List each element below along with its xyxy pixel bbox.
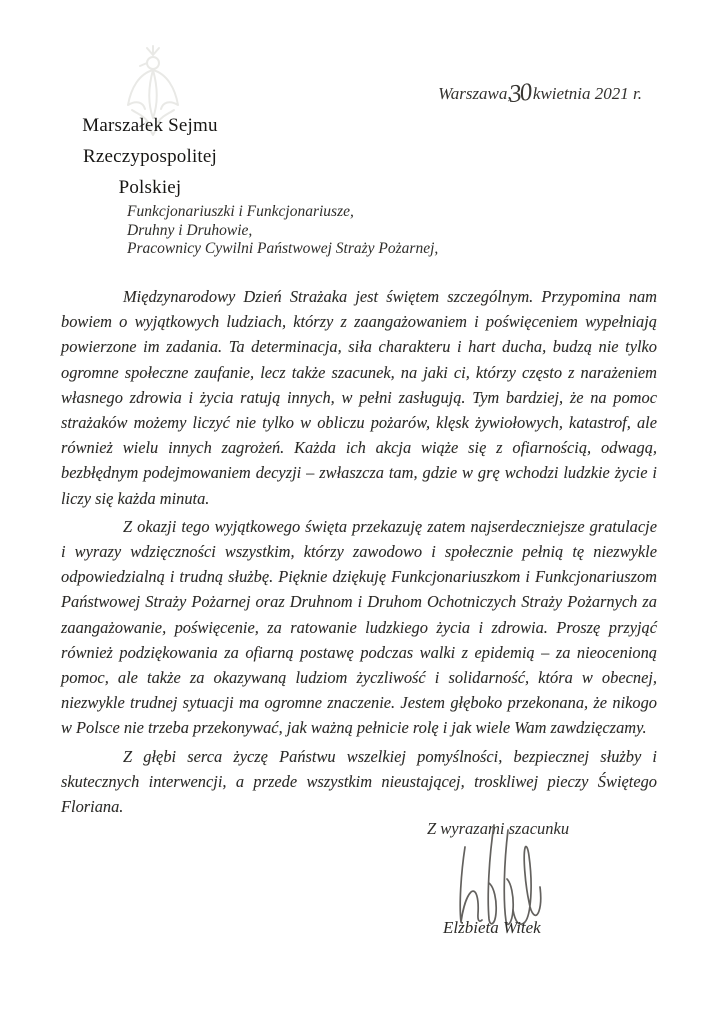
body-paragraph-1: Międzynarodowy Dzień Strażaka jest świętem szczególnym. Przypomina nam bowiem o wyjątkowych ludziach, którzy z zaangażowaniem i poświęceniem wypełniają powierzone im zadania. Ta determinacja, siła charakteru i hart ducha, budzą nie tylko ogromne społeczne zaufanie, lecz także szacunek, na jaki ci, którzy często z narażeniem własnego zdrowia i życia ratują innych, w pełni zasługują. Tym bardziej, że na pomoc strażaków możemy liczyć nie tylko w obliczu pożarów, klęsk żywiołowych, katastrof, ale również wielu innych zagrożeń. Każda ich akcja wiąże się z ofiarnością, odwagą, bezbłędnym podejmowaniem decyzji – zwłaszcza tam, gdzie w grę wchodzi ludzkie życie i liczy się każda minuta. (61, 287, 657, 508)
body-paragraph-2: Z okazji tego wyjątkowego święta przekazuję zatem najserdeczniejsze gratulacje i wyrazy wdzięczności wszystkim, którzy zawodowo i społecznie pełnią tę niezwykle odpowiedzialną i trudną służbę. Pięknie dziękuję Funkcjonariuszkom i Funkcjonariuszom Państwowej Straży Pożarnej oraz Druhnom i Druhom Ochotniczych Straży Pożarnych za zaangażowanie, poświęcenie, za ratowanie ludzkiego życia i zdrowia. Proszę przyjąć również podziękowania za ofiarną postawę podczas walki z epidemią – za nieocenioną pomoc, ale także za okazywaną ludziom życzliwość i solidarność, która w obecnej, niezwykle trudnej sytuacji ma ogromne znaczenie. Jestem głęboko przekonana, że nikogo w Polsce nie trzeba przekonywać, jak ważną pełnicie rolę i jak wiele Wam zawdzięczamy. (61, 516, 657, 738)
dateline-handwritten-day: 30 (507, 78, 532, 109)
dateline-rest: kwietnia 2021 r. (532, 84, 642, 103)
letterhead-title-line2: Rzeczypospolitej Polskiej (82, 146, 218, 198)
salutation-line-1: Funkcjonariuszki i Funkcjonariusze, (127, 203, 354, 220)
salutation-line-3: Pracownicy Cywilni Państwowej Straży Pożarnej, (127, 240, 439, 257)
valediction: Z wyrazami szacunku (427, 819, 570, 838)
dateline-city: Warszawa, (438, 84, 512, 103)
salutation-line-2: Druhny i Druhowie, (127, 221, 253, 239)
letterhead-title-line1: Marszałek Sejmu (82, 115, 218, 136)
letter-body (61, 284, 657, 822)
signature-handwriting-icon (448, 823, 548, 927)
dateline (438, 78, 642, 109)
body-paragraph-3: Z głębi serca życzę Państwu wszelkiej pomyślności, bezpiecznej służby i skutecznych interwencji, a przede wszystkim nieustającej, troskliwej pieczy Świętego Floriana. (61, 746, 657, 817)
salutation (127, 203, 438, 259)
letterhead-title (58, 110, 242, 203)
signer-name: Elżbieta Witek (443, 918, 541, 937)
